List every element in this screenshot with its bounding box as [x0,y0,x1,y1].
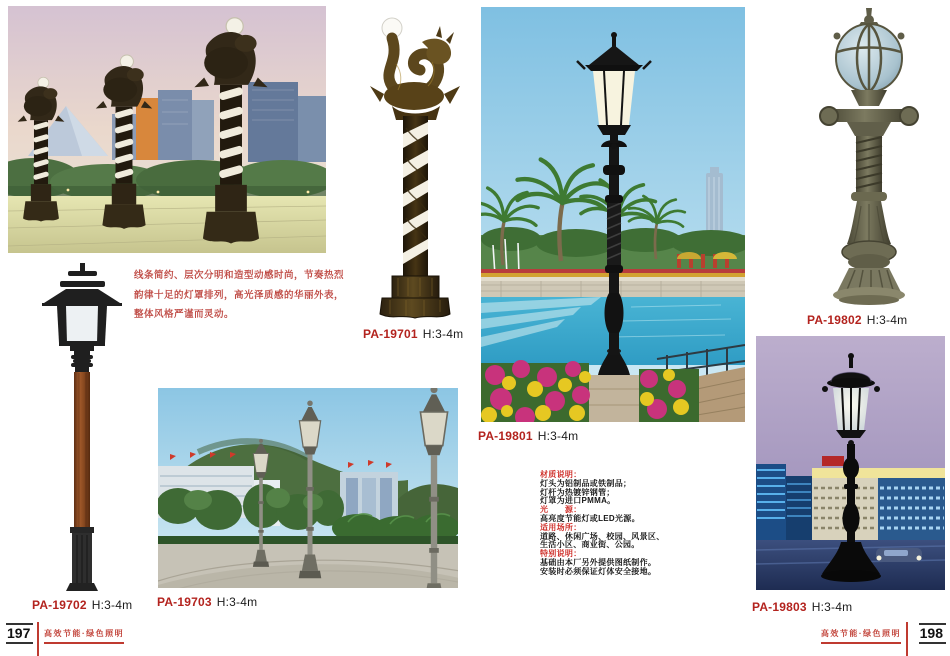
waterfront-illustration [481,7,745,422]
footer-slogan-right: 高效节能·绿色照明 [821,628,901,644]
spec-panel [540,471,710,577]
product-code: PA-19701 [363,327,418,341]
ornate-bronze-lamp-illustration [799,6,939,306]
park-plaza-illustration [158,388,458,588]
product-height: H:3-4m [91,598,133,612]
product-label-pa19802 [807,313,907,327]
spec-line: 基础由本厂另外提供图纸制作。 [540,557,657,567]
spec-line: 灯杆为热镀锌钢管； [540,487,615,497]
product-image-pa19802 [799,6,939,306]
pagoda-lantern-lamp-illustration [30,261,134,593]
product-code: PA-19702 [32,598,87,612]
night-scene-illustration [756,336,945,590]
spec-line: 灯头为铝制品或铁制品； [540,478,632,488]
footer-right [726,622,946,656]
footer-slogan-left: 高效节能·绿色照明 [44,628,124,644]
product-image-pa19702 [30,261,134,593]
dragon-column-lamp-illustration [362,8,468,322]
product-height: H:3-4m [811,600,853,614]
photo-dragon-column-plaza [8,6,326,253]
spec-line: 安装时必须保证灯体安全接地。 [540,566,657,576]
photo-night-city-lamp [756,336,945,590]
spec-heading-special: 特别说明： [540,549,582,559]
dragon-plaza-illustration [8,6,326,253]
page-number-left: 197 [6,623,33,644]
footer-divider-left [37,622,39,656]
spec-line: 道路、休闲广场、校园、风景区、 [540,531,665,541]
product-height: H:3-4m [866,313,908,327]
photo-park-streetlamps [158,388,458,588]
product-code: PA-19803 [752,600,807,614]
product-label-pa19803 [752,600,852,614]
product-code: PA-19703 [157,595,212,609]
spec-heading-light-source: 光 源： [540,505,582,515]
product-height: H:3-4m [216,595,258,609]
product-label-pa19701 [363,327,463,341]
product-code: PA-19801 [478,429,533,443]
product-label-pa19703 [157,595,257,609]
spec-line: 生活小区、商业街、公园。 [540,540,640,550]
product-code: PA-19802 [807,313,862,327]
product-image-pa19701 [362,8,468,322]
product-height: H:3-4m [422,327,464,341]
spec-heading-usage: 适用场所： [540,522,582,532]
spec-line: 灯罩为进口PMMA。 [540,496,616,506]
footer-left [6,622,206,656]
description-line: 韵律十足的灯罩排列，高光泽质感的华丽外表， [134,289,345,301]
product-height: H:3-4m [537,429,579,443]
page-number-right: 198 [919,623,946,644]
footer-divider-right [906,622,908,656]
product-label-pa19801 [478,429,578,443]
spec-heading-material: 材质说明： [540,470,582,479]
product-description [134,271,374,330]
photo-waterfront-lamp [481,7,745,422]
spec-line: 高亮度节能灯或LED光源。 [540,513,640,523]
description-line: 线条简约、层次分明和造型动感时尚，节奏热烈 [134,270,345,281]
description-line: 整体风格严谨而灵动。 [134,309,235,320]
product-label-pa19702 [32,598,132,612]
